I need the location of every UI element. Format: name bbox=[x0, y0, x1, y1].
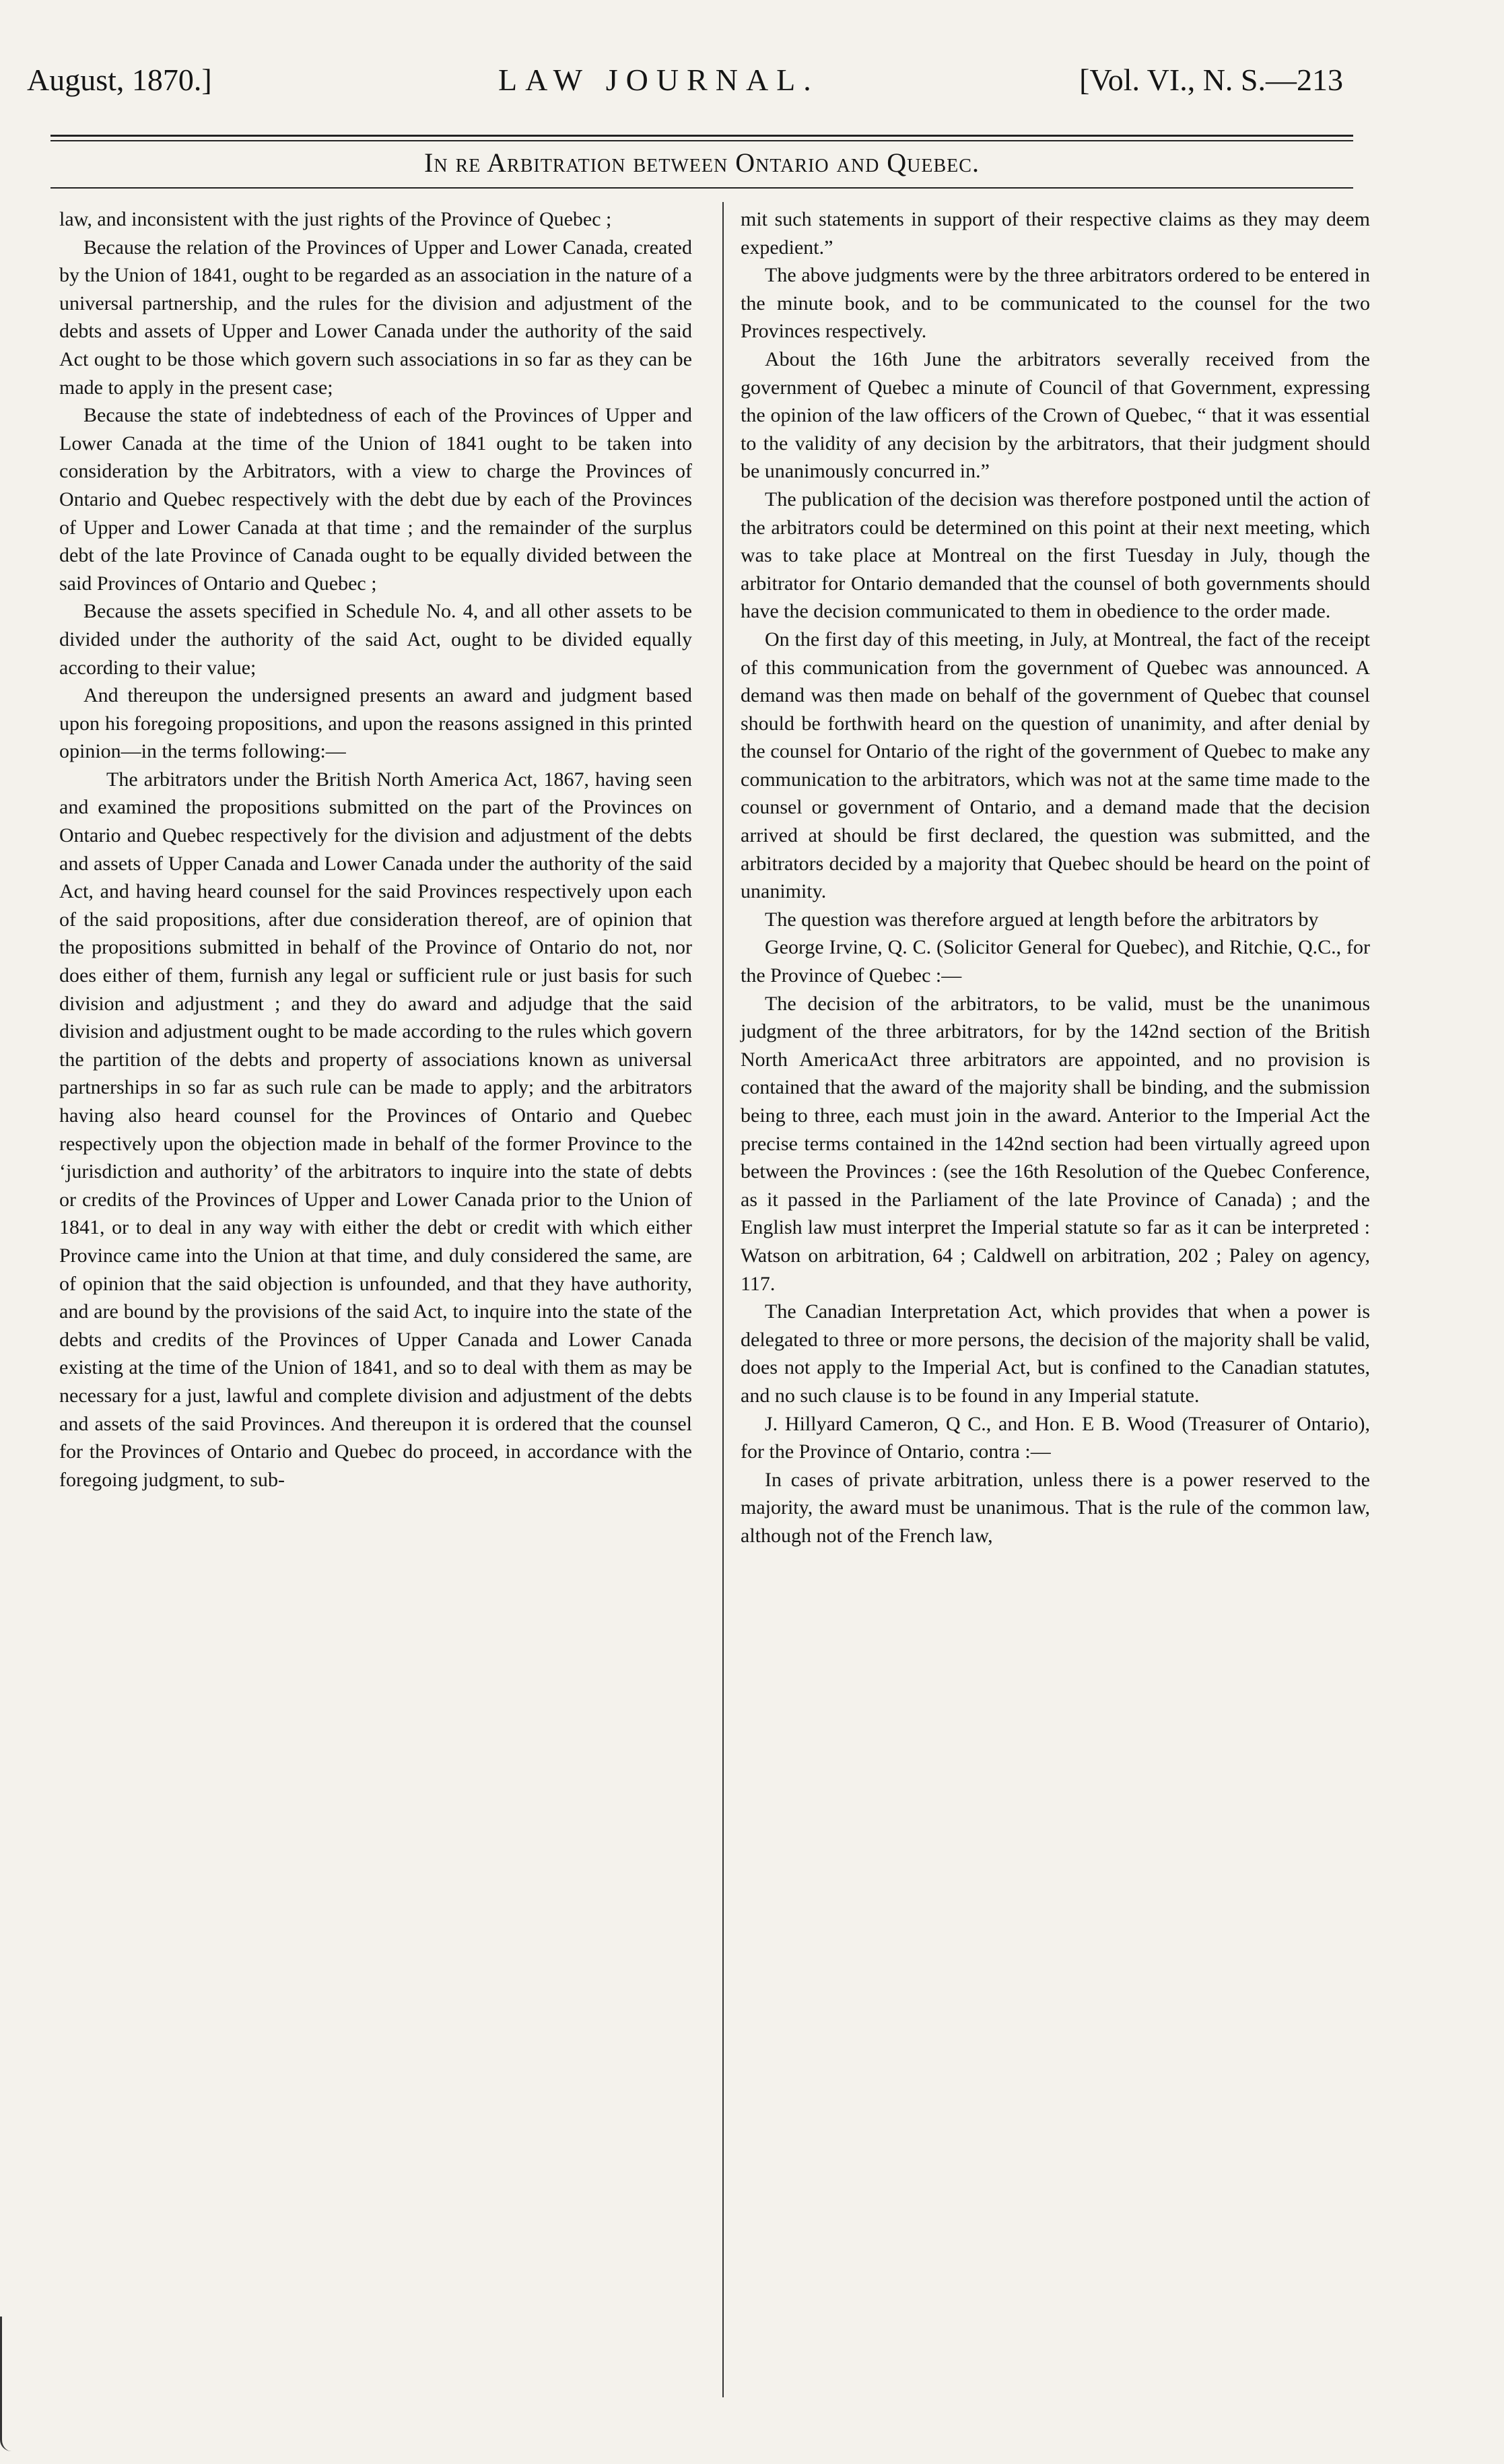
paragraph: Because the assets specified in Schedule No. 4, and all other assets to be divided under the authority of the said Act, ought to be divided equally according to their value; bbox=[59, 600, 692, 679]
journal-title: LAW JOURNAL. bbox=[498, 63, 819, 97]
running-header bbox=[27, 62, 1343, 109]
paragraph: The decision of the arbitrators, to be valid, must be the unanimous judgment of the three arbitrators, for by the 142nd section of the British North AmericaAct three arbitrators are appointed, and no provision is contained that the award of the majority shall be binding, and the submission being to three, each must join in the award. Anterior to the Imperial Act the precise terms contained in the 142nd section had been virtually agreed upon between the Provinces : (see the 16th Resolution of the Quebec Conference, as it passed in the Parliament of the late Province of Canada) ; and the English law must interpret the Imperial statute so far as it can be interpreted : Watson on arbitration, 64 ; Caldwell on arbitration, 202 ; Paley on agency, 117. bbox=[741, 992, 1370, 1295]
right-column bbox=[741, 205, 1370, 1550]
paragraph: mit such statements in support of their respective claims as they may deem expedient.” bbox=[741, 208, 1370, 259]
volume-page: [Vol. VI., N. S.—213 bbox=[1079, 63, 1343, 97]
issue-date: August, 1870.] bbox=[27, 63, 212, 97]
header-rule bbox=[50, 135, 1353, 137]
paragraph: The publication of the decision was therefore postponed until the action of the arbitrators could be determined on this point at their next meeting, which was to take place at Montreal on the first Tuesday in July, though the arbitrator for Ontario demanded that the counsel of both governments should have the decision communicated to them in obedience to the order made. bbox=[741, 488, 1370, 623]
header-rule-inner bbox=[50, 140, 1353, 141]
paragraph: The arbitrators under the British North America Act, 1867, having seen and examined the propositions submitted on the part of the Provinces on Ontario and Quebec respectively for the division and adjustment of the debts and assets of Upper Canada and Lower Canada under the authority of the said Act, and having heard counsel for the said Provinces respectively upon each of the said propositions, after due consideration thereof, are of opinion that the propositions submitted in behalf of the Province of Ontario do not, nor does either of them, furnish any legal or sufficient rule or just basis for such division and adjustment ; and they do award and adjudge that the said division and adjustment ought to be made according to the rules which govern the partition of the debts and property of associations known as universal partnerships in so far as such rule can be made to apply; and the arbitrators having also heard counsel for the Provinces of Ontario and Quebec respectively upon the objection made in behalf of the former Province to the ‘jurisdiction and authority’ of the arbitrators to inquire into the state of debts or credits of the Provinces of Upper and Lower Canada prior to the Union of 1841, or to deal in any way with either the debt or credit with which either Province came into the Union at that time, and duly considered the same, are of opinion that the said objection is unfounded, and that they have authority, and are bound by the provisions of the said Act, to inquire into the state of the debts and credits of the Provinces of Upper Canada and Lower Canada existing at the time of the Union of 1841, and so to deal with them as may be necessary for a just, lawful and complete division and adjustment of the debts and assets of the said Provinces. And thereupon it is ordered that the counsel for the Provinces of Ontario and Quebec do proceed, in accordance with the foregoing judgment, to sub- bbox=[59, 768, 692, 1491]
left-column bbox=[59, 205, 692, 1494]
paragraph: The question was therefore argued at length before the arbitrators by bbox=[765, 908, 1319, 931]
paragraph: In cases of private arbitration, unless there is a power reserved to the majority, the award must be unanimous. That is the rule of the common law, although not of the French law, bbox=[741, 1468, 1370, 1547]
page-edge-mark bbox=[0, 2317, 11, 2451]
paragraph: Because the state of indebtedness of each of the Provinces of Upper and Lower Canada at the time of the Union of 1841 ought to be taken into consideration by the Arbitrators, with a view to charge the Provinces of Ontario and Quebec respectively with the debt due by each of the Provinces of Upper and Lower Canada at that time ; and the remainder of the surplus debt of the late Province of Canada ought to be equally divided between the said Provinces of Ontario and Quebec ; bbox=[59, 404, 692, 595]
paragraph: George Irvine, Q. C. (Solicitor General for Quebec), and Ritchie, Q.C., for the Province of Quebec :— bbox=[741, 936, 1370, 987]
paragraph: The above judgments were by the three arbitrators ordered to be entered in the minute book, and to be communicated to the counsel for the two Provinces respectively. bbox=[741, 264, 1370, 343]
paragraph: On the first day of this meeting, in July, at Montreal, the fact of the receipt of this communication from the government of Quebec was announced. A demand was then made on behalf of the government of Quebec that counsel should be forthwith heard on the question of unanimity, and after denial by the counsel for Ontario of the right of the government of Quebec to make any communication to the arbitrators, which was not at the same time made to the counsel or government of Ontario, and a demand made that the decision arrived at should be first declared, the question was submitted, and the arbitrators decided by a majority that Quebec should be heard on the point of unanimity. bbox=[741, 628, 1370, 903]
column-divider bbox=[722, 202, 724, 2397]
paragraph: The Canadian Interpretation Act, which provides that when a power is delegated to three or more persons, the decision of the majority shall be valid, does not apply to the Imperial Act, but is confined to the Canadian statutes, and no such clause is to be found in any Imperial statute. bbox=[741, 1300, 1370, 1407]
paragraph: Because the relation of the Provinces of Upper and Lower Canada, created by the Union of 1841, ought to be regarded as an association in the nature of a universal partnership, and the rules for the division and adjustment of the debts and assets of Upper and Lower Canada under the authority of the said Act ought to be those which govern such associations in so far as they can be made to apply in the present case; bbox=[59, 236, 692, 399]
paragraph: law, and inconsistent with the just rights of the Province of Quebec ; bbox=[59, 208, 612, 230]
section-subtitle: In re Arbitration between Ontario and Quebec. bbox=[424, 147, 980, 178]
paragraph: J. Hillyard Cameron, Q C., and Hon. E B. Wood (Treasurer of Ontario), for the Province of Ontario, contra :— bbox=[741, 1412, 1370, 1463]
paragraph: And thereupon the undersigned presents an award and judgment based upon his foregoing propositions, and upon the reasons assigned in this printed opinion—in the terms following:— bbox=[59, 684, 692, 763]
subtitle-rule bbox=[50, 187, 1353, 189]
paragraph: About the 16th June the arbitrators severally received from the government of Quebec a minute of Council of that Government, expressing the opinion of the law officers of the Crown of Quebec, “ that it was essential to the validity of any decision by the arbitrators, that their judgment should be unanimously concurred in.” bbox=[741, 347, 1370, 483]
